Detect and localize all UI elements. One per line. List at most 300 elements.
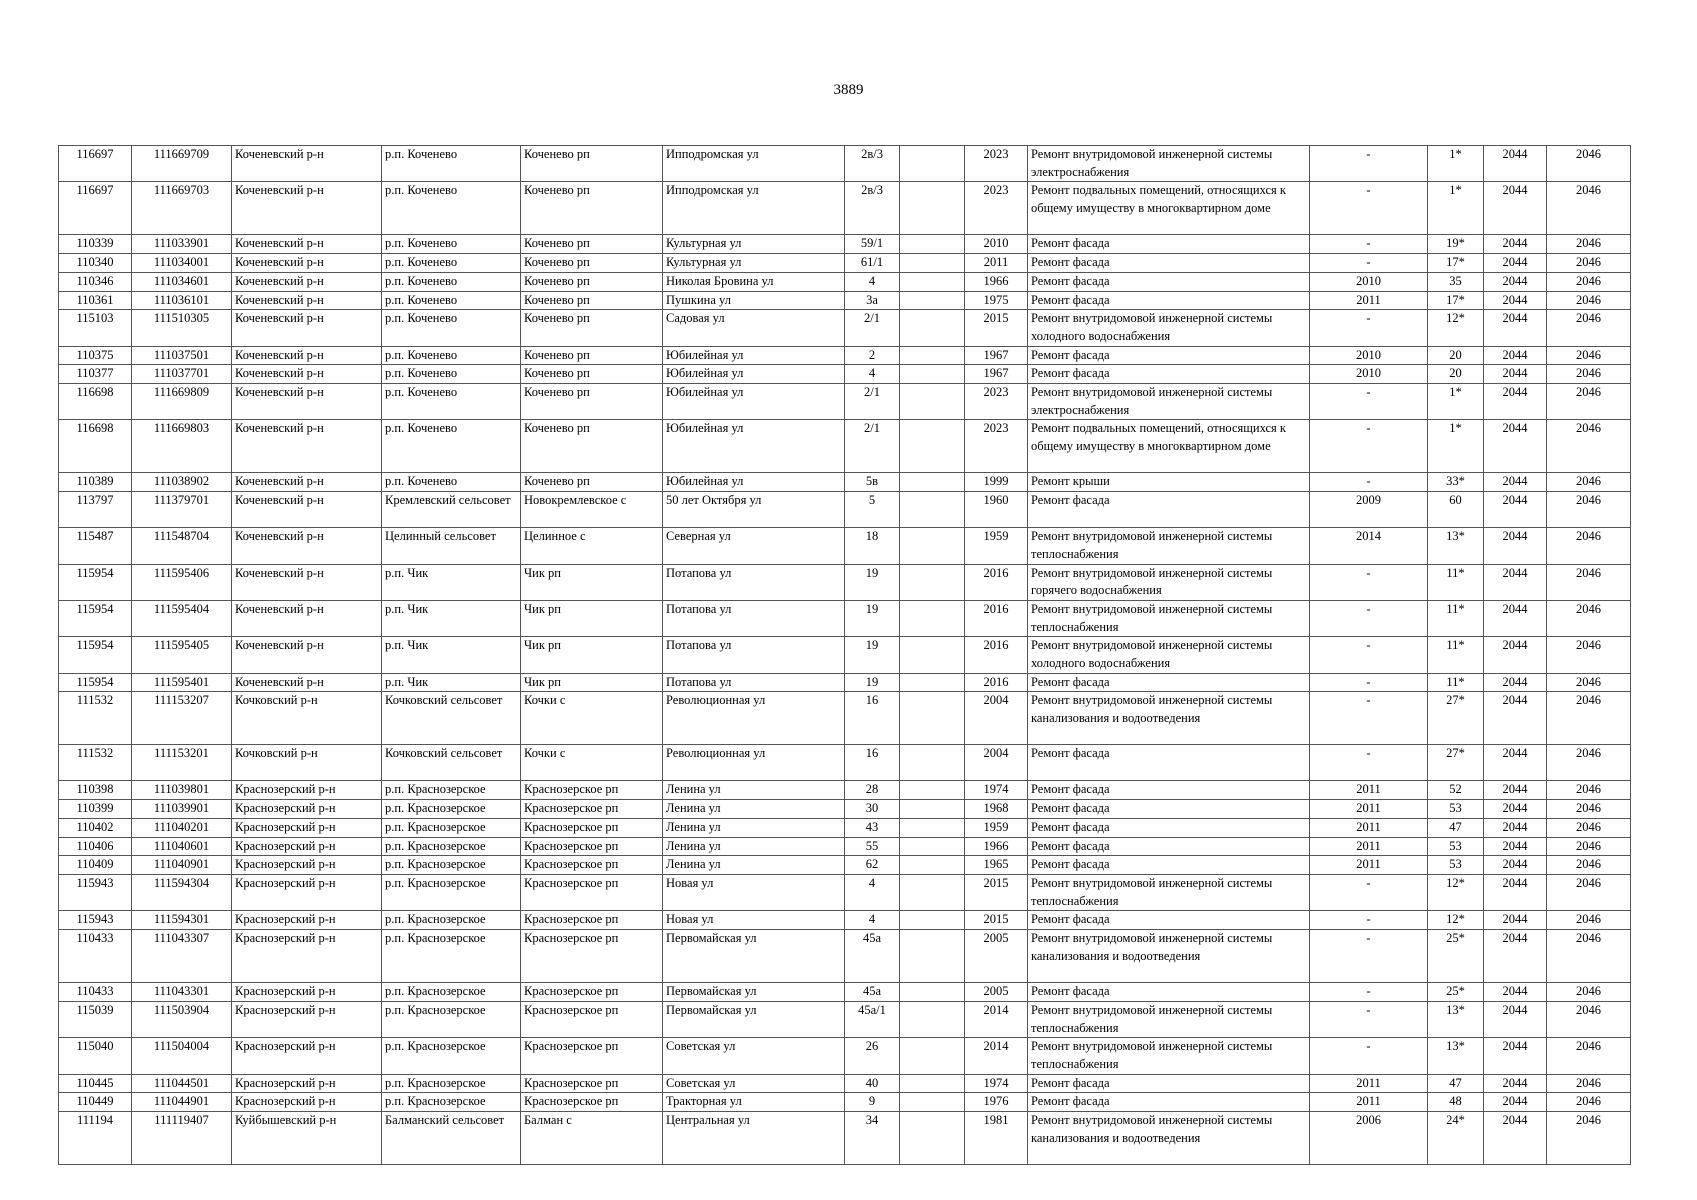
cell-wear-percent: 53 [1428, 856, 1484, 875]
cell-district: Коченевский р-н [232, 564, 382, 600]
cell-record-id: 111595404 [132, 600, 232, 636]
cell-last-repair-year: - [1310, 254, 1428, 273]
cell-street: Потапова ул [663, 673, 845, 692]
cell-street: Советская ул [663, 1074, 845, 1093]
cell-settlement: Коченево рп [521, 291, 663, 310]
cell-plan-start-year: 2044 [1484, 637, 1547, 673]
cell-municipality: Кочковский сельсовет [382, 692, 521, 745]
cell-street: Юбилейная ул [663, 365, 845, 384]
cell-street: Ленина ул [663, 800, 845, 819]
cell-plan-end-year: 2046 [1547, 745, 1631, 781]
cell-plan-end-year: 2046 [1547, 856, 1631, 875]
cell-district: Коченевский р-н [232, 492, 382, 528]
cell-record-id: 111040201 [132, 818, 232, 837]
cell-wear-percent: 27* [1428, 745, 1484, 781]
cell-municipality: р.п. Краснозерское [382, 837, 521, 856]
table-row [59, 182, 1631, 235]
cell-settlement: Кочки с [521, 692, 663, 745]
table-row [59, 564, 1631, 600]
cell-settlement: Краснозерское рп [521, 818, 663, 837]
cell-settlement: Коченево рп [521, 420, 663, 473]
cell-record-id: 111153207 [132, 692, 232, 745]
cell-house-number: 30 [845, 800, 900, 819]
table-row [59, 800, 1631, 819]
cell-plan-end-year: 2046 [1547, 874, 1631, 910]
cell-house-number: 2 [845, 346, 900, 365]
cell-house-id: 110361 [59, 291, 132, 310]
cell-plan-end-year: 2046 [1547, 673, 1631, 692]
cell-extra [900, 492, 965, 528]
cell-plan-end-year: 2046 [1547, 272, 1631, 291]
cell-house-id: 110346 [59, 272, 132, 291]
cell-municipality: р.п. Чик [382, 637, 521, 673]
cell-plan-start-year: 2044 [1484, 492, 1547, 528]
cell-last-repair-year: - [1310, 930, 1428, 983]
cell-last-repair-year: - [1310, 235, 1428, 254]
cell-year: 1965 [965, 856, 1028, 875]
cell-year: 1999 [965, 473, 1028, 492]
cell-house-id: 115954 [59, 673, 132, 692]
cell-street: Северная ул [663, 528, 845, 564]
cell-house-number: 45а/1 [845, 1001, 900, 1037]
cell-house-number: 19 [845, 673, 900, 692]
cell-last-repair-year: - [1310, 310, 1428, 346]
table-row [59, 1074, 1631, 1093]
cell-plan-end-year: 2046 [1547, 781, 1631, 800]
cell-house-id: 113797 [59, 492, 132, 528]
cell-street: Ипподромская ул [663, 182, 845, 235]
cell-wear-percent: 47 [1428, 818, 1484, 837]
cell-wear-percent: 17* [1428, 254, 1484, 273]
cell-wear-percent: 35 [1428, 272, 1484, 291]
cell-plan-start-year: 2044 [1484, 874, 1547, 910]
cell-house-id: 111532 [59, 745, 132, 781]
cell-municipality: р.п. Коченево [382, 384, 521, 420]
cell-house-id: 115040 [59, 1038, 132, 1074]
cell-extra [900, 146, 965, 182]
cell-last-repair-year: 2011 [1310, 291, 1428, 310]
cell-street: Потапова ул [663, 564, 845, 600]
cell-house-number: 34 [845, 1112, 900, 1165]
cell-year: 2023 [965, 182, 1028, 235]
cell-wear-percent: 13* [1428, 1038, 1484, 1074]
cell-year: 2023 [965, 420, 1028, 473]
cell-last-repair-year: 2009 [1310, 492, 1428, 528]
cell-year: 2011 [965, 254, 1028, 273]
cell-house-number: 4 [845, 911, 900, 930]
cell-year: 2010 [965, 235, 1028, 254]
cell-last-repair-year: - [1310, 146, 1428, 182]
cell-house-number: 2в/3 [845, 146, 900, 182]
table-row [59, 1093, 1631, 1112]
cell-house-id: 110433 [59, 983, 132, 1002]
cell-last-repair-year: 2010 [1310, 346, 1428, 365]
cell-house-number: 40 [845, 1074, 900, 1093]
cell-plan-start-year: 2044 [1484, 146, 1547, 182]
cell-street: Потапова ул [663, 600, 845, 636]
cell-last-repair-year: - [1310, 564, 1428, 600]
cell-record-id: 111044501 [132, 1074, 232, 1093]
table-row [59, 420, 1631, 473]
cell-year: 2015 [965, 310, 1028, 346]
cell-street: 50 лет Октября ул [663, 492, 845, 528]
cell-year: 1968 [965, 800, 1028, 819]
page-number: 3889 [833, 82, 864, 98]
cell-plan-start-year: 2044 [1484, 1093, 1547, 1112]
cell-last-repair-year: - [1310, 673, 1428, 692]
cell-plan-end-year: 2046 [1547, 310, 1631, 346]
cell-street: Юбилейная ул [663, 384, 845, 420]
cell-municipality: р.п. Краснозерское [382, 856, 521, 875]
cell-district: Коченевский р-н [232, 310, 382, 346]
cell-municipality: р.п. Коченево [382, 235, 521, 254]
cell-year: 1966 [965, 272, 1028, 291]
cell-district: Краснозерский р-н [232, 800, 382, 819]
cell-last-repair-year: - [1310, 182, 1428, 235]
cell-plan-start-year: 2044 [1484, 837, 1547, 856]
cell-plan-start-year: 2044 [1484, 528, 1547, 564]
cell-plan-start-year: 2044 [1484, 272, 1547, 291]
cell-extra [900, 911, 965, 930]
cell-settlement: Новокремлевское с [521, 492, 663, 528]
table-row [59, 1112, 1631, 1165]
cell-last-repair-year: 2011 [1310, 781, 1428, 800]
cell-settlement: Коченево рп [521, 272, 663, 291]
cell-year: 1960 [965, 492, 1028, 528]
cell-house-number: 5 [845, 492, 900, 528]
cell-extra [900, 1038, 965, 1074]
table-row [59, 781, 1631, 800]
cell-wear-percent: 25* [1428, 930, 1484, 983]
cell-record-id: 111594301 [132, 911, 232, 930]
cell-wear-percent: 12* [1428, 874, 1484, 910]
cell-wear-percent: 11* [1428, 600, 1484, 636]
cell-municipality: р.п. Краснозерское [382, 1074, 521, 1093]
cell-year: 2014 [965, 1001, 1028, 1037]
cell-last-repair-year: - [1310, 600, 1428, 636]
cell-street: Юбилейная ул [663, 420, 845, 473]
cell-plan-start-year: 2044 [1484, 692, 1547, 745]
cell-plan-end-year: 2046 [1547, 473, 1631, 492]
cell-settlement: Коченево рп [521, 235, 663, 254]
cell-district: Краснозерский р-н [232, 874, 382, 910]
cell-municipality: р.п. Коченево [382, 291, 521, 310]
cell-street: Пушкина ул [663, 291, 845, 310]
repair-registry-table [58, 145, 1631, 1165]
cell-district: Коченевский р-н [232, 272, 382, 291]
cell-extra [900, 346, 965, 365]
cell-district: Коченевский р-н [232, 146, 382, 182]
cell-last-repair-year: 2014 [1310, 528, 1428, 564]
cell-year: 2023 [965, 146, 1028, 182]
table-row [59, 692, 1631, 745]
cell-plan-start-year: 2044 [1484, 420, 1547, 473]
cell-municipality: Кремлевский сельсовет [382, 492, 521, 528]
cell-year: 2015 [965, 874, 1028, 910]
cell-extra [900, 781, 965, 800]
cell-settlement: Краснозерское рп [521, 1093, 663, 1112]
cell-extra [900, 1001, 965, 1037]
cell-district: Коченевский р-н [232, 473, 382, 492]
cell-municipality: Целинный сельсовет [382, 528, 521, 564]
cell-record-id: 111039901 [132, 800, 232, 819]
cell-plan-end-year: 2046 [1547, 528, 1631, 564]
cell-plan-end-year: 2046 [1547, 365, 1631, 384]
cell-record-id: 111038902 [132, 473, 232, 492]
cell-settlement: Краснозерское рп [521, 800, 663, 819]
cell-municipality: р.п. Коченево [382, 310, 521, 346]
cell-settlement: Краснозерское рп [521, 837, 663, 856]
cell-work-type: Ремонт внутридомовой инженерной системы теплоснабжения [1028, 1001, 1310, 1037]
cell-house-id: 111194 [59, 1112, 132, 1165]
cell-last-repair-year: 2010 [1310, 365, 1428, 384]
cell-work-type: Ремонт подвальных помещений, относящихся к общему имуществу в многоквартирном доме [1028, 182, 1310, 235]
cell-wear-percent: 48 [1428, 1093, 1484, 1112]
cell-plan-end-year: 2046 [1547, 346, 1631, 365]
cell-wear-percent: 11* [1428, 637, 1484, 673]
cell-plan-start-year: 2044 [1484, 365, 1547, 384]
cell-settlement: Кочки с [521, 745, 663, 781]
cell-municipality: р.п. Коченево [382, 365, 521, 384]
cell-district: Коченевский р-н [232, 254, 382, 273]
cell-wear-percent: 47 [1428, 1074, 1484, 1093]
cell-wear-percent: 1* [1428, 182, 1484, 235]
cell-work-type: Ремонт внутридомовой инженерной системы канализования и водоотведения [1028, 1112, 1310, 1165]
cell-district: Коченевский р-н [232, 673, 382, 692]
cell-work-type: Ремонт фасада [1028, 254, 1310, 273]
cell-plan-end-year: 2046 [1547, 911, 1631, 930]
cell-extra [900, 692, 965, 745]
cell-record-id: 111503904 [132, 1001, 232, 1037]
cell-wear-percent: 11* [1428, 564, 1484, 600]
cell-extra [900, 272, 965, 291]
cell-record-id: 111037501 [132, 346, 232, 365]
cell-work-type: Ремонт внутридомовой инженерной системы канализования и водоотведения [1028, 692, 1310, 745]
cell-district: Коченевский р-н [232, 346, 382, 365]
table-row [59, 911, 1631, 930]
cell-district: Коченевский р-н [232, 384, 382, 420]
cell-last-repair-year: 2011 [1310, 1074, 1428, 1093]
cell-plan-end-year: 2046 [1547, 291, 1631, 310]
table-row [59, 930, 1631, 983]
cell-municipality: р.п. Чик [382, 564, 521, 600]
cell-municipality: р.п. Краснозерское [382, 1093, 521, 1112]
cell-district: Коченевский р-н [232, 600, 382, 636]
table-row [59, 1038, 1631, 1074]
cell-work-type: Ремонт крыши [1028, 473, 1310, 492]
cell-record-id: 111036101 [132, 291, 232, 310]
cell-district: Кочковский р-н [232, 745, 382, 781]
cell-record-id: 111595401 [132, 673, 232, 692]
cell-house-id: 110398 [59, 781, 132, 800]
cell-work-type: Ремонт подвальных помещений, относящихся к общему имуществу в многоквартирном доме [1028, 420, 1310, 473]
cell-extra [900, 1093, 965, 1112]
cell-extra [900, 310, 965, 346]
cell-record-id: 111379701 [132, 492, 232, 528]
cell-house-number: 62 [845, 856, 900, 875]
cell-plan-end-year: 2046 [1547, 1001, 1631, 1037]
cell-house-id: 115954 [59, 564, 132, 600]
cell-settlement: Коченево рп [521, 146, 663, 182]
cell-plan-end-year: 2046 [1547, 564, 1631, 600]
cell-house-id: 110339 [59, 235, 132, 254]
cell-settlement: Целинное с [521, 528, 663, 564]
cell-work-type: Ремонт внутридомовой инженерной системы электроснабжения [1028, 384, 1310, 420]
cell-extra [900, 818, 965, 837]
cell-municipality: р.п. Краснозерское [382, 1001, 521, 1037]
table-row [59, 837, 1631, 856]
cell-plan-end-year: 2046 [1547, 818, 1631, 837]
cell-last-repair-year: - [1310, 473, 1428, 492]
cell-record-id: 111034601 [132, 272, 232, 291]
cell-record-id: 111119407 [132, 1112, 232, 1165]
cell-record-id: 111669803 [132, 420, 232, 473]
cell-year: 2004 [965, 745, 1028, 781]
cell-last-repair-year: 2006 [1310, 1112, 1428, 1165]
cell-last-repair-year: - [1310, 1001, 1428, 1037]
cell-plan-start-year: 2044 [1484, 600, 1547, 636]
cell-house-number: 45а [845, 930, 900, 983]
cell-work-type: Ремонт фасада [1028, 365, 1310, 384]
cell-extra [900, 1074, 965, 1093]
cell-district: Краснозерский р-н [232, 1038, 382, 1074]
cell-extra [900, 874, 965, 910]
cell-house-id: 115103 [59, 310, 132, 346]
cell-plan-end-year: 2046 [1547, 384, 1631, 420]
cell-extra [900, 930, 965, 983]
cell-street: Садовая ул [663, 310, 845, 346]
cell-wear-percent: 33* [1428, 473, 1484, 492]
table-row [59, 673, 1631, 692]
cell-last-repair-year: - [1310, 420, 1428, 473]
cell-wear-percent: 52 [1428, 781, 1484, 800]
cell-year: 2016 [965, 637, 1028, 673]
cell-settlement: Краснозерское рп [521, 911, 663, 930]
cell-house-number: 9 [845, 1093, 900, 1112]
cell-last-repair-year: - [1310, 983, 1428, 1002]
cell-wear-percent: 12* [1428, 911, 1484, 930]
cell-record-id: 111548704 [132, 528, 232, 564]
cell-extra [900, 600, 965, 636]
cell-work-type: Ремонт фасада [1028, 492, 1310, 528]
cell-district: Коченевский р-н [232, 365, 382, 384]
table-row [59, 637, 1631, 673]
cell-plan-start-year: 2044 [1484, 930, 1547, 983]
cell-record-id: 111040601 [132, 837, 232, 856]
cell-district: Краснозерский р-н [232, 818, 382, 837]
cell-year: 2005 [965, 930, 1028, 983]
cell-district: Краснозерский р-н [232, 1001, 382, 1037]
cell-year: 1981 [965, 1112, 1028, 1165]
cell-record-id: 111669709 [132, 146, 232, 182]
cell-street: Революционная ул [663, 745, 845, 781]
cell-record-id: 111037701 [132, 365, 232, 384]
cell-year: 2015 [965, 911, 1028, 930]
cell-house-number: 2/1 [845, 420, 900, 473]
cell-street: Юбилейная ул [663, 346, 845, 365]
cell-plan-start-year: 2044 [1484, 235, 1547, 254]
table-row [59, 1001, 1631, 1037]
cell-municipality: р.п. Коченево [382, 346, 521, 365]
cell-year: 2016 [965, 564, 1028, 600]
cell-house-id: 115943 [59, 911, 132, 930]
cell-house-id: 116698 [59, 420, 132, 473]
cell-record-id: 111039801 [132, 781, 232, 800]
table-row [59, 745, 1631, 781]
cell-wear-percent: 27* [1428, 692, 1484, 745]
cell-house-number: 3а [845, 291, 900, 310]
cell-street: Потапова ул [663, 637, 845, 673]
cell-plan-start-year: 2044 [1484, 564, 1547, 600]
cell-house-number: 4 [845, 365, 900, 384]
table-row [59, 818, 1631, 837]
cell-plan-start-year: 2044 [1484, 254, 1547, 273]
cell-street: Ленина ул [663, 781, 845, 800]
cell-wear-percent: 1* [1428, 384, 1484, 420]
cell-plan-end-year: 2046 [1547, 637, 1631, 673]
cell-year: 1974 [965, 1074, 1028, 1093]
cell-settlement: Краснозерское рп [521, 856, 663, 875]
table-row [59, 254, 1631, 273]
cell-wear-percent: 13* [1428, 528, 1484, 564]
cell-last-repair-year: - [1310, 1038, 1428, 1074]
cell-record-id: 111034001 [132, 254, 232, 273]
cell-wear-percent: 1* [1428, 420, 1484, 473]
cell-plan-start-year: 2044 [1484, 1112, 1547, 1165]
cell-record-id: 111033901 [132, 235, 232, 254]
cell-plan-end-year: 2046 [1547, 930, 1631, 983]
cell-work-type: Ремонт фасада [1028, 781, 1310, 800]
cell-plan-start-year: 2044 [1484, 781, 1547, 800]
cell-settlement: Краснозерское рп [521, 1001, 663, 1037]
cell-street: Первомайская ул [663, 1001, 845, 1037]
cell-wear-percent: 53 [1428, 800, 1484, 819]
cell-house-number: 4 [845, 272, 900, 291]
cell-settlement: Краснозерское рп [521, 874, 663, 910]
cell-plan-end-year: 2046 [1547, 983, 1631, 1002]
cell-settlement: Коченево рп [521, 365, 663, 384]
cell-year: 1967 [965, 346, 1028, 365]
cell-plan-start-year: 2044 [1484, 856, 1547, 875]
cell-district: Куйбышевский р-н [232, 1112, 382, 1165]
cell-work-type: Ремонт внутридомовой инженерной системы теплоснабжения [1028, 1038, 1310, 1074]
cell-work-type: Ремонт фасада [1028, 1093, 1310, 1112]
cell-plan-start-year: 2044 [1484, 673, 1547, 692]
cell-municipality: р.п. Краснозерское [382, 983, 521, 1002]
cell-house-number: 2/1 [845, 310, 900, 346]
cell-street: Новая ул [663, 911, 845, 930]
cell-plan-start-year: 2044 [1484, 1038, 1547, 1074]
cell-street: Тракторная ул [663, 1093, 845, 1112]
cell-plan-end-year: 2046 [1547, 692, 1631, 745]
cell-record-id: 111040901 [132, 856, 232, 875]
cell-work-type: Ремонт внутридомовой инженерной системы горячего водоснабжения [1028, 564, 1310, 600]
cell-house-number: 28 [845, 781, 900, 800]
cell-extra [900, 745, 965, 781]
cell-municipality: Балманский сельсовет [382, 1112, 521, 1165]
cell-plan-start-year: 2044 [1484, 911, 1547, 930]
cell-settlement: Краснозерское рп [521, 1038, 663, 1074]
cell-record-id: 111153201 [132, 745, 232, 781]
cell-settlement: Балман с [521, 1112, 663, 1165]
table-row [59, 346, 1631, 365]
cell-street: Юбилейная ул [663, 473, 845, 492]
cell-work-type: Ремонт внутридомовой инженерной системы теплоснабжения [1028, 874, 1310, 910]
cell-work-type: Ремонт внутридомовой инженерной системы электроснабжения [1028, 146, 1310, 182]
cell-house-number: 55 [845, 837, 900, 856]
cell-work-type: Ремонт фасада [1028, 837, 1310, 856]
cell-house-id: 115954 [59, 637, 132, 673]
